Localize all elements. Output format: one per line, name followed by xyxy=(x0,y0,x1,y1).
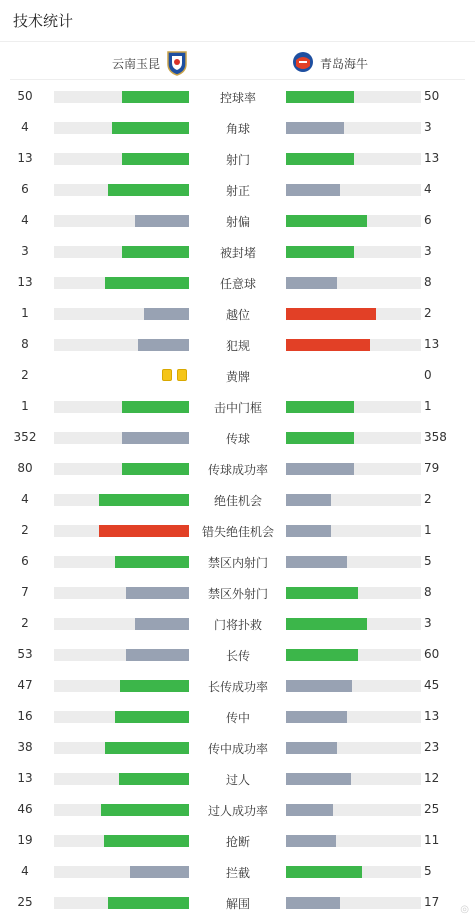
home-stat-bar xyxy=(54,525,189,537)
home-stat-bar-fill xyxy=(122,246,190,258)
stat-row xyxy=(0,701,475,732)
home-stat-bar xyxy=(54,711,189,723)
away-stat-bar xyxy=(286,401,421,413)
stat-row xyxy=(0,856,475,887)
stat-row xyxy=(0,546,475,577)
home-stat-bar xyxy=(54,804,189,816)
home-stat-value: 19 xyxy=(17,833,33,847)
stat-label: 击中门框 xyxy=(213,401,262,415)
away-stat-bar xyxy=(286,773,421,785)
away-stat-value: 5 xyxy=(424,864,432,878)
away-team-name: 青岛海牛 xyxy=(320,56,369,71)
away-stat-bar xyxy=(286,618,421,630)
away-stat-value: 5 xyxy=(424,554,432,568)
away-stat-value: 11 xyxy=(424,833,440,847)
stat-label: 禁区内射门 xyxy=(207,556,268,570)
away-stat-bar-fill xyxy=(286,277,337,289)
away-stat-bar xyxy=(286,587,421,599)
home-stat-value: 38 xyxy=(17,740,33,754)
stat-row xyxy=(0,422,475,453)
teams-bar xyxy=(0,42,475,82)
away-stat-bar-fill xyxy=(286,525,331,537)
away-stat-bar-fill xyxy=(286,91,354,103)
yellow-card-icon xyxy=(177,369,187,381)
home-stat-bar xyxy=(54,494,189,506)
away-stat-bar xyxy=(286,215,421,227)
stat-label: 解围 xyxy=(225,897,250,911)
home-stat-value: 13 xyxy=(17,771,33,785)
home-stat-bar xyxy=(54,246,189,258)
home-stat-value: 4 xyxy=(21,213,29,227)
stat-row xyxy=(0,174,475,205)
away-stat-bar xyxy=(286,804,421,816)
home-stat-bar xyxy=(54,556,189,568)
home-stat-bar xyxy=(54,122,189,134)
home-stat-bar-fill xyxy=(122,401,190,413)
stat-label: 传中成功率 xyxy=(207,742,268,756)
away-stat-bar-fill xyxy=(286,587,358,599)
home-stat-bar xyxy=(54,308,189,320)
home-stat-value: 2 xyxy=(21,368,29,382)
stat-label: 射偏 xyxy=(225,215,250,229)
home-stat-bar-fill xyxy=(101,804,189,816)
away-stat-bar xyxy=(286,122,421,134)
away-stat-bar xyxy=(286,308,421,320)
stat-row xyxy=(0,515,475,546)
away-stat-value: 3 xyxy=(424,120,432,134)
home-stat-bar-fill xyxy=(126,587,189,599)
stat-row xyxy=(0,391,475,422)
away-stat-bar-fill xyxy=(286,401,354,413)
away-stat-bar xyxy=(286,153,421,165)
home-stat-bar-fill xyxy=(144,308,189,320)
stat-row xyxy=(0,267,475,298)
away-stat-value: 50 xyxy=(424,89,440,103)
stat-label: 传球 xyxy=(225,432,250,446)
home-stat-value: 80 xyxy=(17,461,33,475)
away-stat-value: 358 xyxy=(424,430,447,444)
home-team-badge-icon xyxy=(166,50,188,76)
home-stat-value: 47 xyxy=(17,678,33,692)
stat-label: 长传成功率 xyxy=(207,680,268,694)
away-stat-bar-fill xyxy=(286,246,354,258)
home-stat-bar-fill xyxy=(122,432,190,444)
home-stat-bar-fill xyxy=(105,742,189,754)
away-stat-value: 60 xyxy=(424,647,440,661)
home-stat-bar xyxy=(54,91,189,103)
away-stat-bar xyxy=(286,339,421,351)
home-stat-bar xyxy=(54,866,189,878)
away-stat-value: 3 xyxy=(424,616,432,630)
stat-label: 任意球 xyxy=(219,277,256,291)
home-stat-bar xyxy=(54,339,189,351)
home-stat-value: 352 xyxy=(13,430,37,444)
stat-label: 射正 xyxy=(225,184,250,198)
away-stat-bar xyxy=(286,649,421,661)
page-title: 技术统计 xyxy=(13,12,74,30)
stats-header xyxy=(0,0,475,42)
away-stat-bar xyxy=(286,680,421,692)
stat-row xyxy=(0,205,475,236)
away-stat-bar xyxy=(286,866,421,878)
home-stat-bar xyxy=(54,432,189,444)
stat-label: 长传 xyxy=(225,649,250,663)
stat-row xyxy=(0,670,475,701)
home-stat-bar xyxy=(54,401,189,413)
home-stat-bar xyxy=(54,153,189,165)
home-stat-value: 16 xyxy=(17,709,33,723)
home-stat-bar-fill xyxy=(135,215,189,227)
stat-row xyxy=(0,81,475,112)
stat-label: 绝佳机会 xyxy=(213,494,262,508)
away-stat-bar-fill xyxy=(286,184,340,196)
away-stat-value: 45 xyxy=(424,678,440,692)
home-stat-bar xyxy=(54,680,189,692)
stat-label: 被封堵 xyxy=(219,246,256,260)
away-stat-value: 2 xyxy=(424,306,432,320)
home-stat-value: 8 xyxy=(21,337,29,351)
away-stat-value: 1 xyxy=(424,399,432,413)
home-stat-bar-fill xyxy=(99,525,189,537)
away-stat-bar-fill xyxy=(286,122,344,134)
stat-row xyxy=(0,236,475,267)
away-stat-value: 1 xyxy=(424,523,432,537)
home-stat-bar xyxy=(54,463,189,475)
away-stat-value: 8 xyxy=(424,275,432,289)
away-stat-bar xyxy=(286,463,421,475)
home-stat-value: 6 xyxy=(21,182,29,196)
away-stat-bar xyxy=(286,432,421,444)
home-stat-value: 4 xyxy=(21,492,29,506)
away-stat-bar xyxy=(286,246,421,258)
home-stat-bar-fill xyxy=(122,153,190,165)
home-stat-value: 25 xyxy=(17,895,33,909)
away-stat-bar-fill xyxy=(286,494,331,506)
home-stat-bar-fill xyxy=(105,277,189,289)
away-stat-bar-fill xyxy=(286,711,347,723)
home-stat-bar xyxy=(54,742,189,754)
home-stat-bar xyxy=(54,649,189,661)
home-stat-value: 4 xyxy=(21,120,29,134)
stat-label: 错失绝佳机会 xyxy=(201,525,274,539)
home-stat-bar-fill xyxy=(104,835,189,847)
home-stat-bar-fill xyxy=(130,866,189,878)
stat-label: 传中 xyxy=(225,711,250,725)
home-stat-bar xyxy=(54,587,189,599)
away-stat-value: 3 xyxy=(424,244,432,258)
away-stat-bar-fill xyxy=(286,649,358,661)
away-stat-bar-fill xyxy=(286,773,351,785)
home-stat-bar-fill xyxy=(115,556,189,568)
home-stat-bar xyxy=(54,618,189,630)
stat-label: 抢断 xyxy=(225,835,250,849)
stat-label: 射门 xyxy=(225,153,250,167)
stat-row xyxy=(0,143,475,174)
home-stat-bar-fill xyxy=(126,649,189,661)
stat-label: 犯规 xyxy=(225,339,250,353)
stat-label: 传球成功率 xyxy=(207,463,268,477)
away-stat-value: 23 xyxy=(424,740,440,754)
home-stat-value: 53 xyxy=(17,647,33,661)
stat-row xyxy=(0,577,475,608)
stat-row xyxy=(0,639,475,670)
home-team-name: 云南玉昆 xyxy=(111,56,160,71)
away-team[interactable] xyxy=(292,50,368,76)
stats-list xyxy=(0,81,475,918)
home-stat-value: 50 xyxy=(17,89,33,103)
away-stat-value: 12 xyxy=(424,771,440,785)
away-stat-bar-fill xyxy=(286,742,337,754)
home-stat-value: 1 xyxy=(21,399,29,413)
stat-row xyxy=(0,453,475,484)
home-stat-bar-fill xyxy=(135,618,189,630)
away-stat-value: 17 xyxy=(424,895,440,909)
home-stat-value: 2 xyxy=(21,616,29,630)
home-stat-bar-fill xyxy=(112,122,189,134)
away-stat-bar xyxy=(286,184,421,196)
away-stat-bar xyxy=(286,556,421,568)
home-stat-bar xyxy=(54,835,189,847)
away-stat-bar-fill xyxy=(286,866,362,878)
home-stat-bar-fill xyxy=(122,91,190,103)
home-stat-value: 46 xyxy=(17,802,33,816)
away-stat-bar-fill xyxy=(286,432,354,444)
stat-row xyxy=(0,298,475,329)
away-stat-bar-fill xyxy=(286,835,336,847)
stat-row xyxy=(0,329,475,360)
home-stat-bar-fill xyxy=(108,184,189,196)
away-stat-bar xyxy=(286,897,421,909)
stat-row xyxy=(0,763,475,794)
away-stat-bar xyxy=(286,525,421,537)
home-stat-bar xyxy=(54,773,189,785)
home-stat-bar-fill xyxy=(119,773,189,785)
stat-label: 拦截 xyxy=(225,866,250,880)
away-stat-value: 79 xyxy=(424,461,440,475)
away-stat-bar xyxy=(286,711,421,723)
away-stat-value: 6 xyxy=(424,213,432,227)
home-stat-bar xyxy=(54,215,189,227)
home-stat-value: 4 xyxy=(21,864,29,878)
watermark: ◎ xyxy=(460,904,469,915)
home-stat-bar-fill xyxy=(108,897,189,909)
away-stat-bar-fill xyxy=(286,463,354,475)
home-stat-value: 3 xyxy=(21,244,29,258)
home-stat-bar-fill xyxy=(122,463,190,475)
away-stat-bar-fill xyxy=(286,897,340,909)
stat-row xyxy=(0,887,475,918)
stat-label: 越位 xyxy=(225,308,250,322)
home-stat-value: 2 xyxy=(21,523,29,537)
stat-row xyxy=(0,112,475,143)
away-stat-bar xyxy=(286,494,421,506)
stat-label: 过人成功率 xyxy=(207,804,268,818)
away-stat-value: 0 xyxy=(424,368,432,382)
away-stat-value: 13 xyxy=(424,151,440,165)
stat-row xyxy=(0,484,475,515)
away-stat-bar xyxy=(286,835,421,847)
stat-row xyxy=(0,825,475,856)
away-stat-bar-fill xyxy=(286,680,352,692)
away-stat-value: 13 xyxy=(424,709,440,723)
stat-row xyxy=(0,360,475,391)
home-stat-value: 13 xyxy=(17,151,33,165)
stat-label: 过人 xyxy=(225,773,250,787)
home-stat-bar-fill xyxy=(120,680,189,692)
away-stat-value: 8 xyxy=(424,585,432,599)
stat-label: 门将扑救 xyxy=(213,618,262,632)
home-stat-bar-fill xyxy=(115,711,189,723)
away-stat-bar-fill xyxy=(286,153,354,165)
away-stat-bar-fill xyxy=(286,556,347,568)
away-stat-bar-fill xyxy=(286,804,333,816)
stat-label: 黄牌 xyxy=(225,370,250,384)
home-stat-bar xyxy=(54,897,189,909)
home-stat-bar-fill xyxy=(138,339,189,351)
away-stat-bar xyxy=(286,277,421,289)
away-stat-bar xyxy=(286,91,421,103)
stat-label: 控球率 xyxy=(219,91,256,105)
home-team[interactable] xyxy=(112,50,188,76)
home-stat-bar xyxy=(54,184,189,196)
away-stat-bar-fill xyxy=(286,215,367,227)
home-stat-bar-fill xyxy=(99,494,189,506)
away-stat-bar-fill xyxy=(286,339,370,351)
stat-label: 禁区外射门 xyxy=(207,587,268,601)
away-stat-value: 2 xyxy=(424,492,432,506)
stat-row xyxy=(0,608,475,639)
away-stat-bar-fill xyxy=(286,618,367,630)
stat-row xyxy=(0,794,475,825)
away-team-badge-icon xyxy=(292,50,314,76)
home-stat-bar xyxy=(54,277,189,289)
home-stat-value: 13 xyxy=(17,275,33,289)
home-stat-value: 7 xyxy=(21,585,29,599)
yellow-cards xyxy=(162,369,187,381)
teams-divider xyxy=(10,79,465,80)
away-stat-value: 4 xyxy=(424,182,432,196)
away-stat-value: 25 xyxy=(424,802,440,816)
yellow-card-icon xyxy=(162,369,172,381)
away-stat-bar-fill xyxy=(286,308,376,320)
away-stat-value: 13 xyxy=(424,337,440,351)
home-stat-value: 1 xyxy=(21,306,29,320)
stat-label: 角球 xyxy=(225,122,250,136)
away-stat-bar xyxy=(286,742,421,754)
stat-row xyxy=(0,732,475,763)
home-stat-value: 6 xyxy=(21,554,29,568)
